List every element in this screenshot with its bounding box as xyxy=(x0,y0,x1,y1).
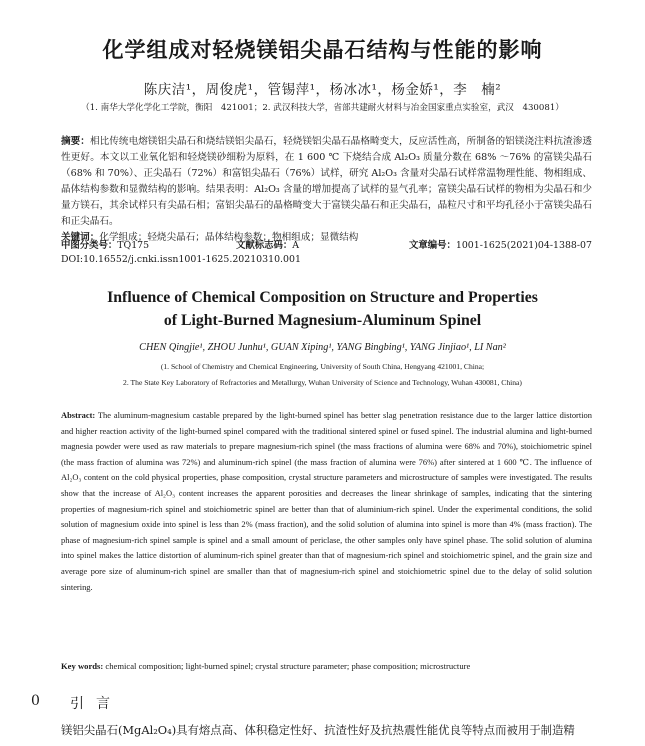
english-affiliation-1: (1. School of Chemistry and Chemical Engineering, University of South China, Hengyang 421001, China; xyxy=(160,362,485,371)
english-keywords-label: Key words: xyxy=(61,661,104,671)
body-text-first-line: 镁铝尖晶石(MgAl₂O₄)具有熔点高、体积稳定性好、抗渣性好及抗热震性能优良等特点而被用于制造精 xyxy=(61,723,575,737)
chinese-keywords-label: 关键词： xyxy=(61,232,100,243)
chinese-abstract-text: 相比传统电熔镁铝尖晶石和烧结镁铝尖晶石，轻烧镁铝尖晶石晶格畸变大，反应活性高，所制备的铝镁浇注料抗渣渗透性更好。本文以工业氧化铝和轻烧镁砂细粉为原料，在 1 600 ℃ 下烧结合成 Al₂O₃ 质量分数在 68% ～76% 的富镁尖晶石（68% 和 70%）、正尖晶石（72%）和富铝尖晶石（76%）试样，研究 Al₂O₃ 含量对尖晶石试样常温物理性能、物相组成、晶体结构参数和显微结构的影响。结果表明：Al₂O₃ 含量的增加提高了试样的显气孔率；富镁尖晶石试样的物相为尖晶石和少量方镁石，其余试样只有尖晶石相；富铝尖晶石的晶格畸变大于富镁尖晶石和正尖晶石，晶粒尺寸和平均孔径小于富镁尖晶石和正尖晶石。 xyxy=(61,136,593,227)
doi: DOI:10.16552/j.cnki.issn1001-1625.20210310.001 xyxy=(61,254,301,265)
english-authors: CHEN Qingjie¹, ZHOU Junhu¹, GUAN Xiping¹, YANG Bingbing¹, YANG Jinjiao¹, LI Nan² xyxy=(139,342,506,353)
chinese-authors: 陈庆洁¹，周俊虎¹，管锡萍¹，杨冰冰¹，杨金娇¹，李 楠² xyxy=(143,82,502,98)
english-abstract-label: Abstract: xyxy=(61,410,96,420)
clc-number: 中图分类号：TQ175 xyxy=(61,240,150,251)
section-number: 0 xyxy=(31,693,40,709)
chinese-keywords-text: 化学组成；轻烧尖晶石；晶体结构参数；物相组成；显微结构 xyxy=(99,232,359,243)
english-title xyxy=(0,286,645,332)
chinese-affiliation: （1. 南华大学化学化工学院，衡阳 421001；2. 武汉科技大学，省部共建耐火材料与冶金国家重点实验室，武汉 430081） xyxy=(81,103,564,113)
chinese-title: 化学组成对轻烧镁铝尖晶石结构与性能的影响 xyxy=(102,37,543,62)
section-title: 引言 xyxy=(70,696,122,712)
article-number: 文章编号：1001-1625(2021)04-1388-07 xyxy=(408,240,592,251)
english-keywords-text: chemical composition; light-burned spinel; crystal structure parameter; phase composition; microstructure xyxy=(105,661,471,671)
classification-row xyxy=(61,237,592,253)
english-affiliation-2: 2. The State Key Laboratory of Refractories and Metallurgy, Wuhan University of Science and Technology, Wuhan 430081, China) xyxy=(123,378,522,387)
english-abstract-text: The aluminum-magnesium castable prepared by the light-burned spinel has better slag penetration resistance due to the larger lattice distortion and higher reaction activity of the light-burned spinel compared with the traditional sintered spinel or fused spinel. The industrial alumina and light-burned magnesia powder were used as raw materials to prepare magnesium-rich spinel (the mass fractions of alumina were 68% and 70%), stoichiometric spinel (the mass fraction of alumina was 72%) and aluminum-rich spinel (the mass fraction of alumina were 76%) after sintered at 1 600 ℃. The influence of Al₂O₃ content on the cold physical properties, phase composition, crystal structure parameters and microstructure of samples were investigated. The results show that the increase of Al₂O₃ content increases the apparent porosities and decreases the linear shrinkage of samples, indicating that the sintering properties of magnesium-rich spinel and stoichiometric spinel are better than that of aluminium-rich spinel. Under the experimental conditions, the solid solution of magnesium oxide into spinel is less than 2% (mass fraction), and the solid solution of alumina into spinel is more than 4% (mass fraction). The phase of magnesium-rich spinel sample is spinel and a small amount of periclase, the other samples only have spinel phase. The solid solution of alumina into spinel makes the lattice distortion of aluminum-rich spinel greater than that of magnesium-rich spinel and stoichiometric spinel, and the grain size and average pore size of aluminum-rich spinel are smaller than that of magnesium-rich spinel and stoichiometric spinel due to the delay of solid solution sintering. xyxy=(61,410,592,592)
english-title-line-2: of Light-Burned Magnesium-Aluminum Spinel xyxy=(163,312,482,329)
english-keywords xyxy=(61,661,592,671)
english-abstract xyxy=(61,408,592,595)
english-title-line-1: Influence of Chemical Composition on Structure and Properties xyxy=(107,289,538,306)
document-code: 文献标志码：A xyxy=(236,240,300,251)
chinese-abstract-label: 摘要： xyxy=(61,136,90,147)
chinese-abstract xyxy=(61,134,592,246)
